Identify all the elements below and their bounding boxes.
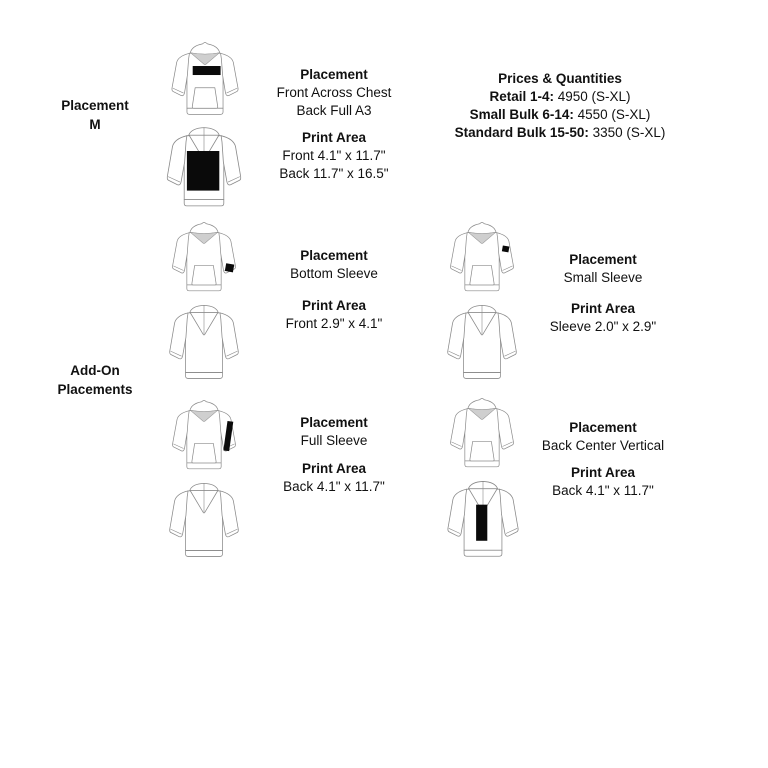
- small-sleeve-placement-text: [513, 251, 693, 287]
- main-placement-text: [244, 66, 424, 120]
- print-area-line: Front 2.9" x 4.1": [285, 316, 383, 331]
- group-label-line: Placements: [57, 382, 133, 397]
- hoodie-front-full-sleeve-illustration: [165, 398, 243, 478]
- group-label-addon-placements: [35, 361, 155, 399]
- print-area-heading: Print Area: [301, 130, 367, 145]
- price-tier-label: Retail 1-4:: [489, 89, 554, 104]
- price-row: [440, 88, 680, 106]
- hoodie-front-plain-illustration: [443, 396, 521, 476]
- placement-line: Bottom Sleeve: [290, 266, 378, 281]
- price-value: 4550 (S-XL): [577, 107, 651, 122]
- placement-heading: Placement: [300, 415, 368, 430]
- bottom-sleeve-print-area-text: [244, 297, 424, 333]
- placement-line: Small Sleeve: [563, 270, 643, 285]
- price-tier-label: Standard Bulk 15-50:: [454, 125, 589, 140]
- hoodie-front-chest-print-illustration: [164, 40, 246, 124]
- hoodie-front-small-sleeve-illustration: [443, 220, 521, 300]
- hoodie-back-plain-illustration: [161, 302, 247, 386]
- print-mark-back-center-vertical: [476, 505, 487, 541]
- prices-quantities-block: [440, 70, 680, 142]
- prices-title: Prices & Quantities: [498, 71, 622, 86]
- print-area-line: Back 4.1" x 11.7": [283, 479, 385, 494]
- placement-heading: Placement: [300, 248, 368, 263]
- small-sleeve-print-area-text: [513, 300, 693, 336]
- full-sleeve-print-area-text: [244, 460, 424, 496]
- placement-heading: Placement: [569, 252, 637, 267]
- group-label-line: M: [89, 117, 101, 132]
- bottom-sleeve-placement-text: [244, 247, 424, 283]
- hoodie-back-plain-illustration: [161, 480, 247, 564]
- group-label-placement-m: [35, 96, 155, 134]
- main-print-area-text: [244, 129, 424, 183]
- placement-line: Front Across Chest: [276, 85, 392, 100]
- placement-heading: Placement: [300, 67, 368, 82]
- group-label-line: Placement: [61, 98, 129, 113]
- price-value: 4950 (S-XL): [557, 89, 631, 104]
- full-sleeve-placement-text: [244, 414, 424, 450]
- hoodie-back-full-print-illustration: [159, 124, 249, 214]
- placement-line: Full Sleeve: [300, 433, 368, 448]
- print-area-line: Front 4.1" x 11.7": [282, 148, 386, 163]
- print-area-heading: Print Area: [301, 298, 367, 313]
- print-mark-small-sleeve: [502, 245, 510, 252]
- print-area-line: Back 11.7" x 16.5": [279, 166, 389, 181]
- price-row: [440, 106, 680, 124]
- print-area-line: Back 4.1" x 11.7": [552, 483, 654, 498]
- placement-heading: Placement: [569, 420, 637, 435]
- price-tier-label: Small Bulk 6-14:: [469, 107, 574, 122]
- hoodie-front-bottom-sleeve-illustration: [165, 220, 243, 300]
- print-mark-back-full: [187, 151, 219, 191]
- print-area-heading: Print Area: [570, 301, 636, 316]
- price-value: 3350 (S-XL): [592, 125, 666, 140]
- placement-line: Back Full A3: [296, 103, 372, 118]
- group-label-line: Add-On: [70, 363, 120, 378]
- print-mark-bottom-sleeve: [225, 263, 234, 272]
- back-center-vertical-print-area-text: [513, 464, 693, 500]
- price-row: [440, 124, 680, 142]
- print-area-line: Sleeve 2.0" x 2.9": [549, 319, 657, 334]
- print-mark-front-chest: [193, 66, 221, 75]
- back-center-vertical-placement-text: [513, 419, 693, 455]
- print-area-heading: Print Area: [301, 461, 367, 476]
- print-area-heading: Print Area: [570, 465, 636, 480]
- placement-line: Back Center Vertical: [541, 438, 665, 453]
